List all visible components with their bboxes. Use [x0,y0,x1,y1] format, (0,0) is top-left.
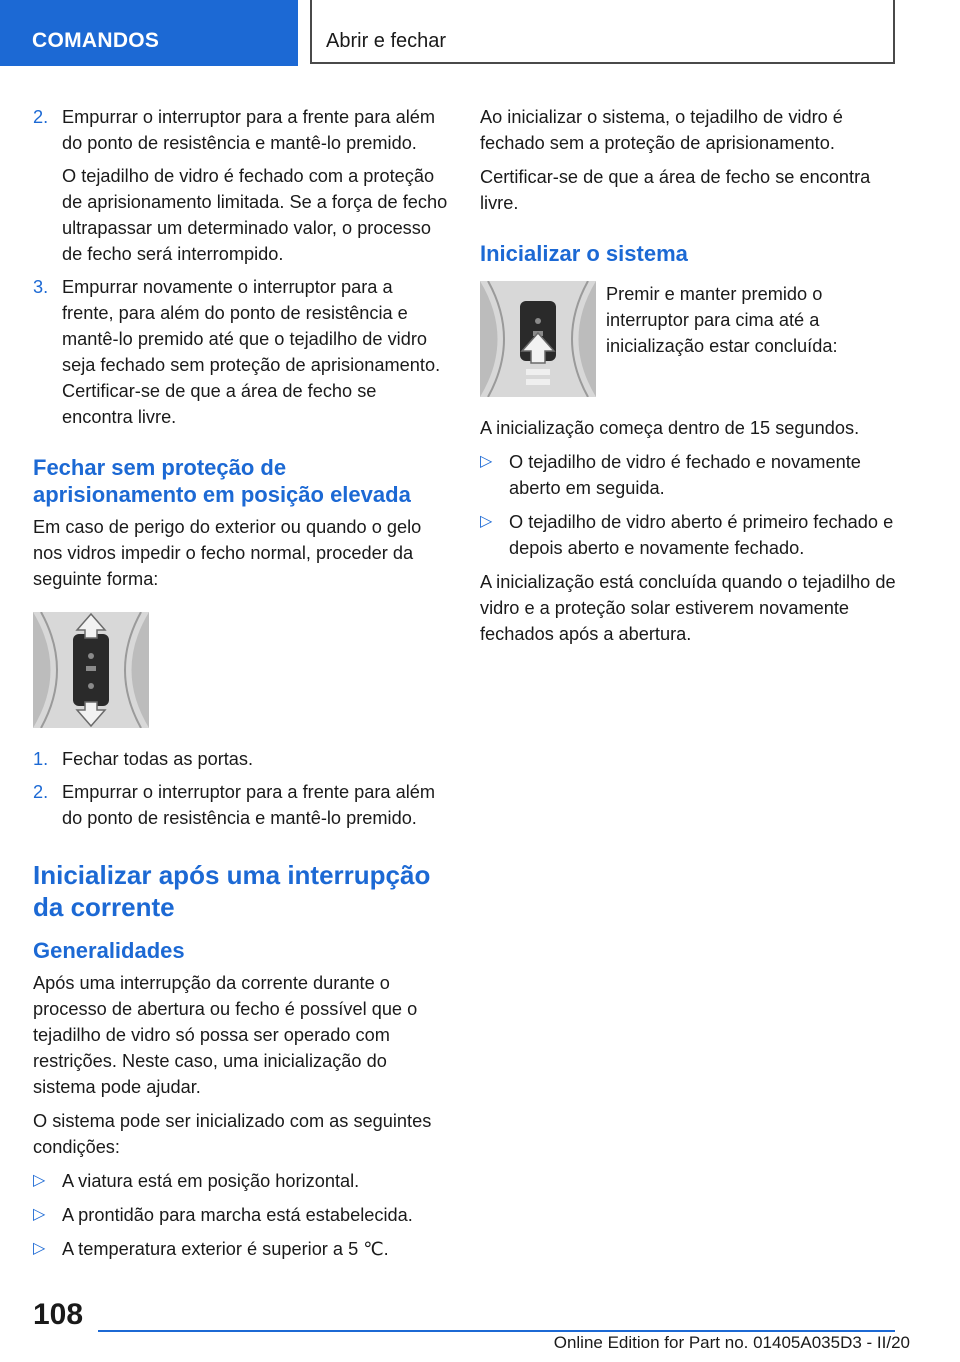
init-figure-row [480,281,900,397]
init-bullet-item [480,509,900,561]
init-bullet-item [480,449,900,501]
step-item [33,274,449,430]
heading-init-after-interruption: Inicializar após uma interrupção da corrente [33,860,431,922]
general-paragraph-2: O sistema pode ser inicializado com as seguintes condições: [33,1111,432,1157]
init-done-text: A inicialização está concluída quando o tejadilho de vidro e a proteção solar estiverem novamente fechados após a abertura. [480,572,896,644]
step-number: 2. [33,782,49,802]
left-column [33,104,449,1270]
condition-item [33,1168,449,1194]
chapter-title: Abrir e fechar [310,0,895,64]
condition-text: A prontidão para marcha está estabelecida. [62,1205,413,1225]
triangle-bullet-icon: ▷ [480,513,493,530]
switch-illustration-up [480,281,596,397]
footer-divider [98,1330,895,1332]
step-item [33,746,449,772]
condition-text: A temperatura exterior é superior a 5 ℃. [62,1239,389,1259]
step-note: O tejadilho de vidro é fechado com a proteção de aprisionamento limitada. Se a força de fecho ultrapassar um determinado valor, o processo de fecho será interrompido. [62,166,448,264]
close-intro: Em caso de perigo do exterior ou quando o gelo nos vidros impedir o fecho normal, proceder da seguinte forma: [33,517,422,589]
page-header [0,0,960,66]
heading-close-without-protection: Fechar sem proteção de aprisionamento em posição elevada [33,455,411,507]
triangle-bullet-icon: ▷ [33,1240,46,1257]
step-item [33,779,449,831]
condition-text: A viatura está em posição horizontal. [62,1171,360,1191]
init-start-text: A inicialização começa dentro de 15 segundos. [480,418,860,438]
step-number: 1. [33,749,49,769]
switch-illustration-up-down [33,612,149,728]
step-item [33,104,449,267]
condition-item [33,1202,449,1228]
heading-general: Generalidades [33,938,185,963]
init-bullet-text: O tejadilho de vidro aberto é primeiro fechado e depois aberto e novamente fechado. [509,512,894,558]
step-text: Empurrar o interruptor para a frente para além do ponto de resistência e mantê-lo premido. [62,782,436,828]
step-text: Fechar todas as portas. [62,749,254,769]
roof-switch-image [33,612,149,728]
step-text: Empurrar novamente o interruptor para a frente, para além do ponto de resistência e mantê-lo premido até que o tejadilho de vidro seja fechado sem proteção de aprisionamento. Certificar-se de que a área de fecho se encontra livre. [62,277,441,427]
right-column [480,104,900,655]
init-bullet-text: O tejadilho de vidro é fechado e novamente aberto em seguida. [509,452,861,498]
general-paragraph-1: Após uma interrupção da corrente durante o processo de abertura ou fecho é possível que o tejadilho de vidro só possa ser operado com restrições. Neste caso, uma inicialização do sistema pode ajudar. [33,973,418,1097]
step-number: 2. [33,107,49,127]
step-text: Empurrar o interruptor para a frente para além do ponto de resistência e mantê-lo premido. [62,107,436,153]
section-title: COMANDOS [0,0,298,66]
triangle-bullet-icon: ▷ [33,1172,46,1189]
init-note-paragraph: Ao inicializar o sistema, o tejadilho de vidro é fechado sem a proteção de aprisionamento. [480,107,843,153]
roof-switch-up-image [480,281,596,397]
init-instruction: Premir e manter premido o interruptor para cima até a inicialização estar concluída: [606,284,838,356]
heading-init-system: Inicializar o sistema [480,241,688,266]
triangle-bullet-icon: ▷ [480,453,493,470]
condition-item [33,1236,449,1262]
clear-area-paragraph: Certificar-se de que a área de fecho se encontra livre. [480,167,871,213]
edition-footer: Online Edition for Part no. 01405A035D3 - II/20 [553,1333,910,1352]
triangle-bullet-icon: ▷ [33,1206,46,1223]
page-number: 108 [33,1298,84,1331]
step-number: 3. [33,277,49,297]
